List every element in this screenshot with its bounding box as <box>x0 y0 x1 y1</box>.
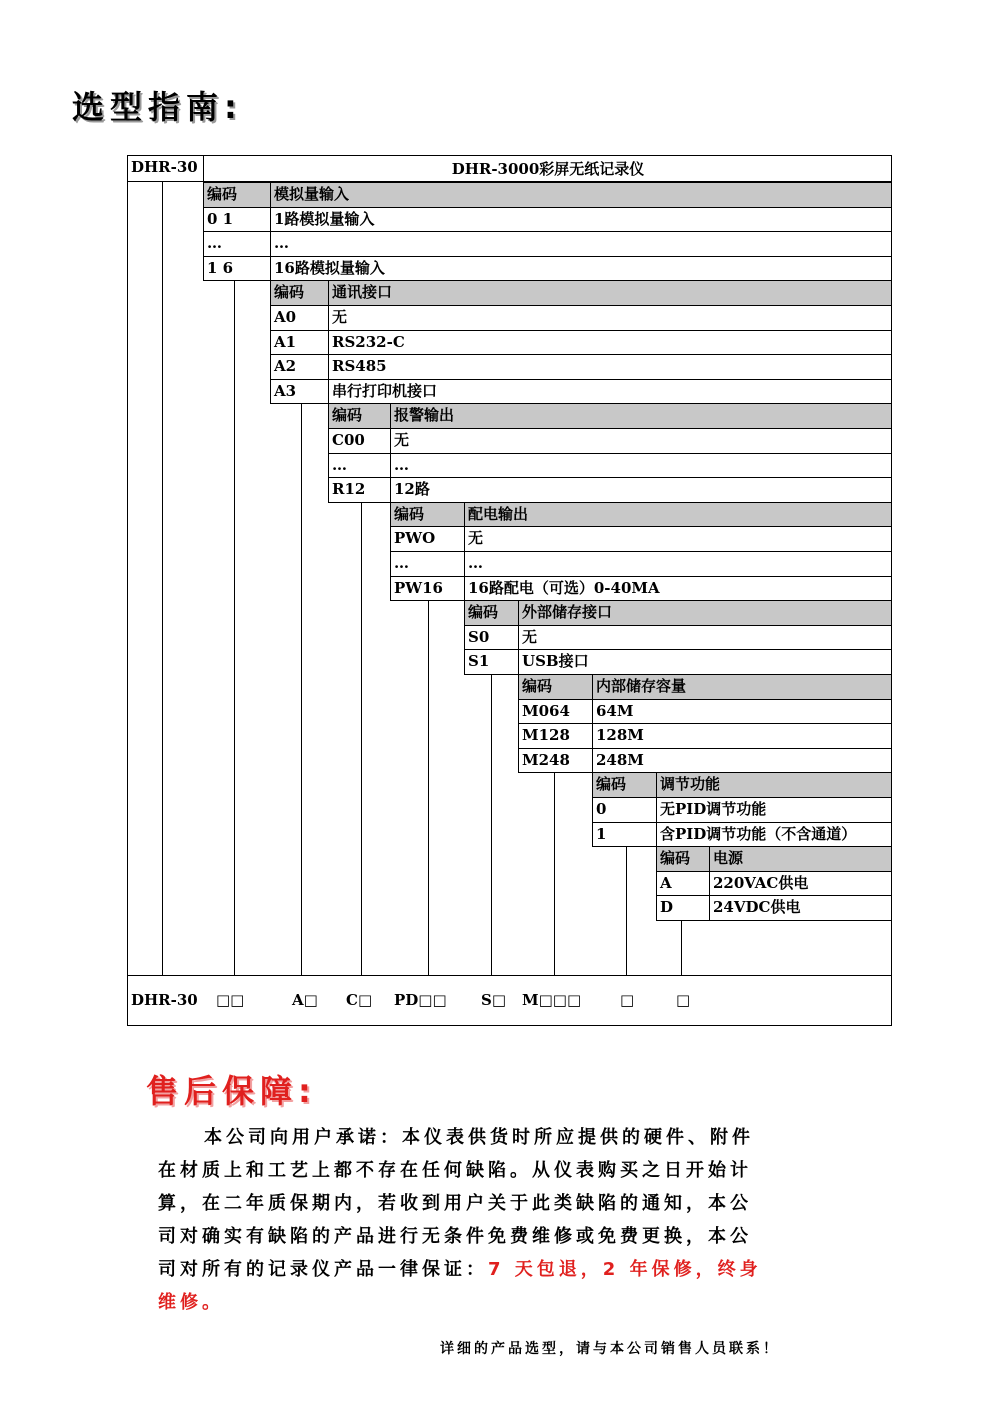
connector-line <box>681 920 682 975</box>
option-code: M064 <box>522 701 570 720</box>
group-code-header: 编码 <box>328 403 390 428</box>
option-label: … <box>468 554 483 572</box>
warranty-line-3: 算，在二年质保期内，若收到用户关于此类缺陷的通知，本公 <box>158 1193 752 1214</box>
group-name-header: 报警输出 <box>390 403 891 428</box>
connector-line <box>301 403 302 975</box>
group-code-header: 编码 <box>518 674 592 699</box>
option-label: RS485 <box>332 357 387 376</box>
option-label: 1路模拟量输入 <box>274 209 375 228</box>
group-code-header: 编码 <box>464 600 518 625</box>
footer-code: A□ <box>292 991 318 1009</box>
option-code: … <box>332 455 347 474</box>
group-name-header: 内部储存容量 <box>592 674 891 699</box>
option-code: M248 <box>522 750 570 769</box>
group-code-header: 编码 <box>390 502 464 527</box>
connector-line <box>554 772 555 975</box>
group-code-header: 编码 <box>592 772 656 797</box>
footer-code: S□ <box>481 991 507 1009</box>
footer-code: □ <box>676 991 691 1009</box>
option-label: 无 <box>522 627 538 646</box>
option-label: USB接口 <box>522 652 589 671</box>
after-sales-title: 售后保障: <box>146 1072 317 1110</box>
product-title: DHR-3000彩屏无纸记录仪 <box>451 160 645 178</box>
option-label: 串行打印机接口 <box>332 381 438 400</box>
group-code-header: 编码 <box>270 280 328 305</box>
option-code: 1 <box>596 824 607 843</box>
option-label: RS232-C <box>332 332 405 351</box>
option-code: D <box>660 898 674 917</box>
option-label: 无 <box>332 308 348 326</box>
option-label: 无 <box>468 529 484 548</box>
group-name-header: 调节功能 <box>656 772 891 797</box>
footer-code: □□ <box>216 991 245 1009</box>
group-name-header: 外部储存接口 <box>518 600 891 625</box>
option-code: 0 <box>596 800 607 818</box>
option-label: 128M <box>596 726 644 745</box>
option-label: 64M <box>596 701 634 720</box>
warranty-line-4: 司对确实有缺陷的产品进行无条件免费维修或免费更换，本公 <box>158 1226 752 1247</box>
option-code: PWO <box>394 529 436 548</box>
option-code: PW16 <box>394 578 443 597</box>
connector-line <box>491 674 492 975</box>
option-code: S0 <box>468 627 490 646</box>
option-label: … <box>274 234 289 253</box>
connector-line <box>428 600 429 975</box>
option-label: 248M <box>596 750 644 769</box>
footer-code: C□ <box>346 991 373 1009</box>
warranty-line-2: 在材质上和工艺上都不存在任何缺陷。从仪表购买之日开始计 <box>158 1160 752 1181</box>
option-code: 0 1 <box>207 209 234 228</box>
warranty-line-5 <box>158 1253 878 1286</box>
group-name-header: 配电输出 <box>464 502 891 527</box>
footer-code: PD□□ <box>394 991 447 1009</box>
connector-line <box>626 846 627 975</box>
option-label: 24VDC供电 <box>713 898 801 917</box>
option-label: 12路 <box>394 480 430 499</box>
contact-note: 详细的产品选型，请与本公司销售人员联系！ <box>440 1341 780 1357</box>
footer-code: □ <box>620 991 635 1009</box>
warranty-line-6: 维修。 <box>158 1292 224 1313</box>
group-code-header: 编码 <box>203 182 270 207</box>
option-code: A <box>660 873 672 892</box>
connector-line <box>234 280 235 975</box>
warranty-line-1: 本公司向用户承诺：本仪表供货时所应提供的硬件、附件 <box>204 1127 754 1148</box>
option-code: … <box>207 234 222 253</box>
option-code: S1 <box>468 652 490 671</box>
warranty-guarantee: 7 天包退，2 年保修，终身 <box>488 1259 762 1280</box>
option-label: 220VAC供电 <box>713 873 809 892</box>
option-code: A3 <box>274 381 297 400</box>
group-name-header: 电源 <box>709 846 891 871</box>
option-code: M128 <box>522 726 570 745</box>
warranty-text <box>158 1121 878 1319</box>
option-label: 16路配电（可选）0-40MA <box>468 578 660 597</box>
option-code: 1 6 <box>207 258 234 277</box>
selection-guide-title: 选型指南: <box>72 88 243 126</box>
option-code: C00 <box>332 431 365 449</box>
model-code: DHR-30 <box>131 158 198 176</box>
warranty-line-5-text: 司对所有的记录仪产品一律保证： <box>158 1259 488 1280</box>
option-code: R12 <box>332 480 366 499</box>
footer-code: DHR-30 <box>131 991 198 1009</box>
group-code-header: 编码 <box>656 846 709 871</box>
option-code: A2 <box>274 357 297 376</box>
group-name-header: 模拟量输入 <box>270 182 891 207</box>
footer-code: M□□□ <box>522 991 582 1009</box>
option-label: 无 <box>394 431 410 449</box>
option-label: 无PID调节功能 <box>660 800 767 818</box>
group-name-header: 通讯接口 <box>328 280 891 305</box>
option-label: 16路模拟量输入 <box>274 258 385 277</box>
connector-line <box>361 502 362 975</box>
connector-line <box>162 181 163 975</box>
option-label: … <box>394 455 409 474</box>
option-code: … <box>394 554 409 572</box>
option-label: 含PID调节功能（不含通道） <box>660 824 857 843</box>
option-code: A1 <box>274 332 297 351</box>
option-code: A0 <box>274 308 297 326</box>
